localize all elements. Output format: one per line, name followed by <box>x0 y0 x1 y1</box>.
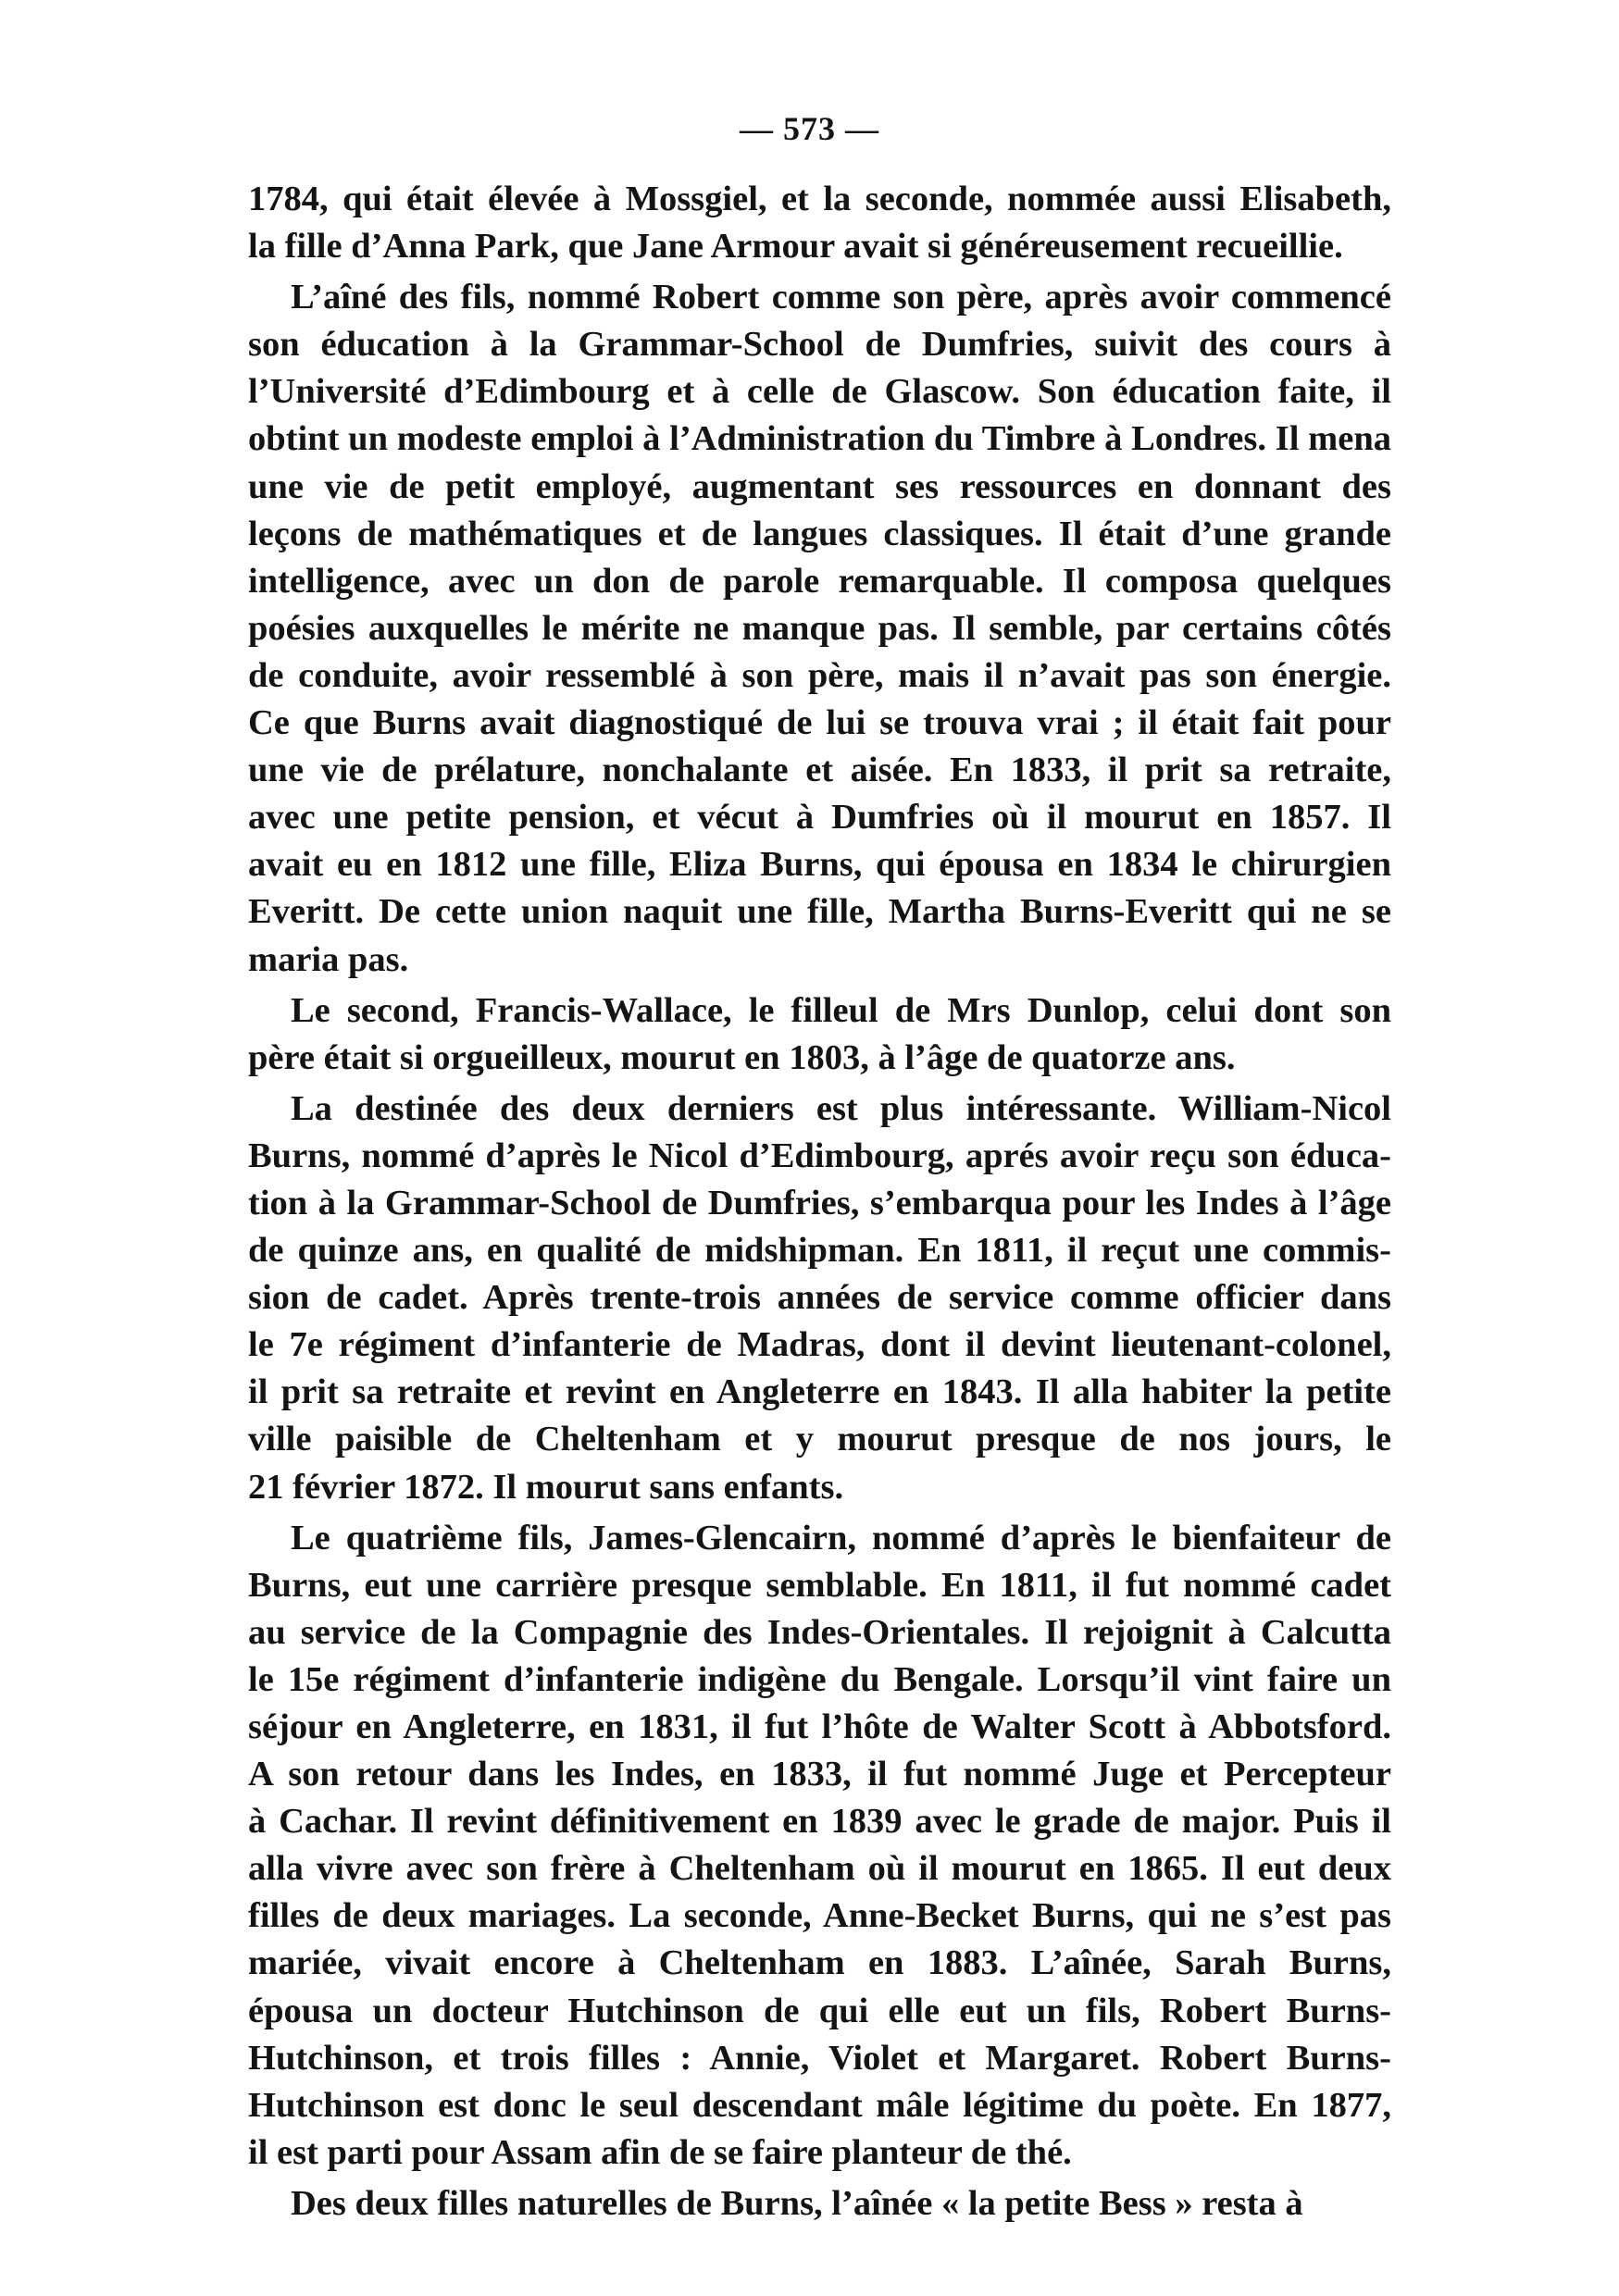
text-line: Everitt. De cette union naquit une fille, Martha Burns-Everitt qui ne se <box>248 892 1391 932</box>
text-line: Burns, nommé d’après le Nicol d’Edimbourg, aprés avoir reçu son éduca- <box>248 1136 1391 1175</box>
text-line: tion à la Grammar-School de Dumfries, s’embarqua pour les Indes à l’âge <box>248 1183 1391 1222</box>
paragraph <box>248 987 1391 1082</box>
text-line: alla vivre avec son frère à Cheltenham où il mourut en 1865. Il eut deux <box>248 1849 1391 1889</box>
text-line: séjour en Angleterre, en 1831, il fut l’hôte de Walter Scott à Abbotsford. <box>248 1707 1391 1746</box>
text-line: ville paisible de Cheltenham et y mourut presque de nos jours, le <box>248 1420 1391 1459</box>
text-line: il prit sa retraite et revint en Angleterre en 1843. Il alla habiter la petite <box>248 1372 1391 1412</box>
paragraph <box>248 274 1391 983</box>
text-line: leçons de mathématiques et de langues classiques. Il était d’une grande <box>248 514 1391 553</box>
text-line: intelligence, avec un don de parole remarquable. Il composa quelques <box>248 561 1391 601</box>
text-line: de conduite, avoir ressemblé à son père, mais il n’avait pas son énergie. <box>248 655 1391 695</box>
text-line: une vie de prélature, nonchalante et aisée. En 1833, il prit sa retraite, <box>248 751 1391 790</box>
text-line: filles de deux mariages. La seconde, Anne-Becket Burns, qui ne s’est pas <box>248 1896 1391 1936</box>
text-line: 21 février 1872. Il mourut sans enfants. <box>248 1467 844 1507</box>
text-line: 1784, qui était élevée à Mossgiel, et la seconde, nommée aussi Elisabeth, <box>248 180 1391 218</box>
text-line: Burns, eut une carrière presque semblable. En 1811, il fut nommé cadet <box>248 1565 1391 1605</box>
text-line: maria pas. <box>248 939 409 979</box>
text-line: sion de cadet. Après trente-trois années de service comme officier dans <box>248 1278 1391 1318</box>
text-line: avait eu en 1812 une fille, Eliza Burns, qui épousa en 1834 le chirurgien <box>248 845 1391 885</box>
text-line: l’Université d’Edimbourg et à celle de Glascow. Son éducation faite, il <box>248 372 1391 412</box>
text-line: épousa un docteur Hutchinson de qui elle eut un fils, Robert Burns- <box>248 1991 1391 2030</box>
text-line: obtint un modeste emploi à l’Administration du Timbre à Londres. Il mena <box>248 419 1391 459</box>
text-line: La destinée des deux derniers est plus intéressante. William-Nicol <box>291 1088 1391 1128</box>
body-text <box>248 176 1391 2231</box>
text-line: père était si orgueilleux, mourut en 1803, à l’âge de quatorze ans. <box>248 1037 1236 1077</box>
text-line: avec une petite pension, et vécut à Dumfries où il mourut en 1857. Il <box>248 798 1391 838</box>
text-line: la fille d’Anna Park, que Jane Armour avait si généreusement recueillie. <box>248 227 1343 267</box>
text-line: Ce que Burns avait diagnostiqué de lui se trouva vrai ; il était fait pour <box>248 703 1391 743</box>
paragraph <box>248 2180 1391 2228</box>
paragraph <box>248 1086 1391 1511</box>
text-line: son éducation à la Grammar-School de Dumfries, suivit des cours à <box>248 325 1391 365</box>
text-line: une vie de petit employé, augmentant ses ressources en donnant des <box>248 466 1391 506</box>
text-line: A son retour dans les Indes, en 1833, il fut nommé Juge et Percepteur <box>248 1755 1391 1794</box>
text-line: à Cachar. Il revint définitivement en 1839 avec le grade de major. Puis il <box>248 1802 1391 1842</box>
page-number: — 573 — <box>740 110 879 147</box>
paragraph <box>248 1515 1391 2177</box>
text-line: Le second, Francis-Wallace, le filleul de Mrs Dunlop, celui dont son <box>291 990 1391 1030</box>
text-line: L’aîné des fils, nommé Robert comme son père, après avoir commencé <box>291 278 1391 317</box>
text-line: le 7e régiment d’infanterie de Madras, dont il devint lieutenant-colonel, <box>248 1325 1391 1365</box>
paragraph <box>248 176 1391 270</box>
text-line: Hutchinson est donc le seul descendant mâle légitime du poète. En 1877, <box>248 2085 1391 2125</box>
text-line: Des deux filles naturelles de Burns, l’aînée « la petite Bess » resta à <box>291 2183 1303 2223</box>
text-line: mariée, vivait encore à Cheltenham en 1883. L’aînée, Sarah Burns, <box>248 1943 1391 1983</box>
text-line: le 15e régiment d’infanterie indigène du Bengale. Lorsqu’il vint faire un <box>248 1659 1391 1699</box>
text-line: il est parti pour Assam afin de se faire planteur de thé. <box>248 2132 1072 2172</box>
text-line: de quinze ans, en qualité de midshipman. En 1811, il reçut une commis- <box>248 1231 1391 1271</box>
text-line: poésies auxquelles le mérite ne manque pas. Il semble, par certains côtés <box>248 608 1391 648</box>
text-line: Le quatrième fils, James-Glencairn, nommé d’après le bienfaiteur de <box>291 1518 1391 1558</box>
text-line: Hutchinson, et trois filles : Annie, Violet et Margaret. Robert Burns- <box>248 2038 1391 2078</box>
text-line: au service de la Compagnie des Indes-Orientales. Il rejoignit à Calcutta <box>248 1612 1391 1652</box>
